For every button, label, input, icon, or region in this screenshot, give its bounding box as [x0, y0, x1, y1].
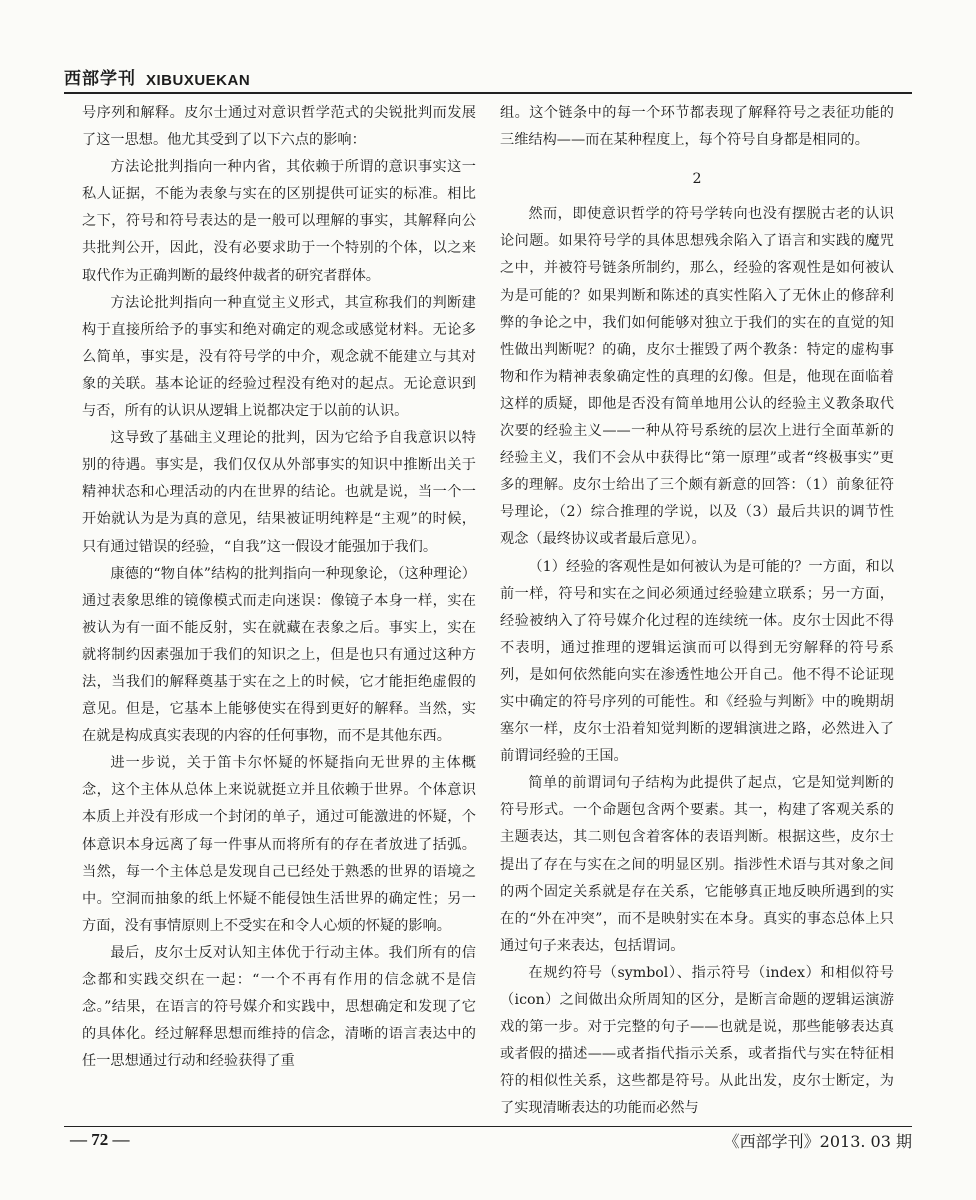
right-column [500, 100, 894, 1120]
paragraph: （1）经验的客观性是如何被认为是可能的？一方面，和以前一样，符号和实在之间必须通过经验建立联系；另一方面，经验被纳入了符号媒介化过程的连续统一体。皮尔士因此不得不表明，通过推理的逻辑运演而可以得到无穷解释的符号系列，是如何依然能向实在渗透性地公开自己。他不得不论证现实中确定的符号序列的可能性。和《经验与判断》中的晚期胡塞尔一样，皮尔士沿着知觉判断的逻辑演进之路，必然进入了前谓词经验的王国。 [500, 558, 894, 765]
page-footer [64, 1126, 912, 1153]
paragraph: 最后，皮尔士反对认知主体优于行动主体。我们所有的信念都和实践交织在一起：“一个不再有作用的信念就不是信念。”结果，在语言的符号媒介和实践中，思想确定和发现了它的具体化。经过解释思想而维持的信念，清晰的语言表达中的任一思想通过行动和经验获得了重 [82, 944, 476, 1070]
paragraph: 然而，即使意识哲学的符号学转向也没有摆脱古老的认识论问题。如果符号学的具体思想残余陷入了语言和实践的魔咒之中，并被符号链条所制约，那么，经验的客观性是如何被认为是可能的？如果判断和陈述的真实性陷入了无休止的修辞利弊的争论之中，我们如何能够对独立于我们的实在的直觉的知性做出判断呢？的确，皮尔士摧毁了两个教条：特定的虚构事物和作为精神表象确定性的真理的幻像。但是，他现在面临着这样的质疑，即他是否没有简单地用公认的经验主义教条取代次要的经验主义——一种从符号系统的层次上进行全面革新的经验主义，我们不会从中获得比“第一原理”或者“终极事实”更多的理解。皮尔士给出了三个颇有新意的回答：（1）前象征符号理论，（2）综合推理的学说，以及（3）最后共识的调节性观念（最终协议或者最后意见）。 [500, 206, 894, 548]
running-header [64, 64, 912, 94]
paragraph: 进一步说，关于笛卡尔怀疑的怀疑指向无世界的主体概念，这个主体从总体上来说就挺立并且依赖于世界。个体意识本质上并没有形成一个封闭的单子，通过可能激进的怀疑，个体意识本身远离了每一件事从而将所有的存在者放进了括弧。当然，每一个主体总是发现自己已经处于熟悉的世界的语境之中。空洞而抽象的纸上怀疑不能侵蚀生活世界的确定性；另一方面，没有事情原则上不受实在和令人心烦的怀疑的影响。 [82, 755, 476, 934]
paragraph: 简单的前谓词句子结构为此提供了起点，它是知觉判断的符号形式。一个命题包含两个要素。其一，构建了客观关系的主题表达，其二则包含着客体的表语判断。根据这些，皮尔士提出了存在与实在之间的明显区别。指涉性术语与其对象之间的两个固定关系就是存在关系，它能够真正地反映所遇到的实在的“外在冲突”，而不是映射实在本身。真实的事态总体上只通过句子来表达，包括谓词。 [500, 775, 894, 954]
paragraph: 方法论批判指向一种内省，其依赖于所谓的意识事实这一私人证据，不能为表象与实在的区别提供可证实的标准。相比之下，符号和符号表达的是一般可以理解的事实，其解释向公共批判公开，因此，没有必要求助于一个特别的个体，以之来取代作为正确判断的最终仲裁者的研究者群体。 [82, 159, 476, 284]
left-column [82, 100, 476, 1120]
paragraph: 号序列和解释。皮尔士通过对意识哲学范式的尖锐批判而发展了这一思想。他尤其受到了以下六点的影响： [82, 105, 476, 149]
section-number: 2 [692, 171, 702, 188]
paragraph: 组。这个链条中的每一个环节都表现了解释符号之表征功能的三维结构——而在某种程度上，每个符号自身都是相同的。 [500, 105, 894, 149]
paragraph: 在规约符号（symbol）、指示符号（index）和相似符号（icon）之间做出众所周知的区分，是断言命题的逻辑运演游戏的第一步。对于完整的句子——也就是说，那些能够表达真或者假的描述——或者指代指示关系，或者指代与实在特征相符的相似性关系，这些都是符号。从此出发，皮尔士断定，为了实现清晰表达的功能而必然与 [500, 964, 894, 1117]
issue-label: 《西部学刊》2013. 03 期 [723, 1131, 912, 1151]
paragraph: 方法论批判指向一种直觉主义形式，其宣称我们的判断建构于直接所给予的事实和绝对确定的观念或感觉材料。无论多么简单，事实是，没有符号学的中介，观念就不能建立与其对象的关联。基本论证的经验过程没有绝对的起点。无论意识到与否，所有的认识从逻辑上说都决定于以前的认识。 [82, 294, 476, 420]
page-number: — 72 — [70, 1130, 130, 1149]
journal-title-cn: 西部学刊 [64, 69, 136, 89]
paragraph: 康德的“物自体”结构的批判指向一种现象论，（这种理论）通过表象思维的镜像模式而走向迷误：像镜子本身一样，实在被认为有一面不能反射，实在就藏在表象之后。事实上，实在就将制约因素强加于我们的知识之上，但是也只有通过这种方法，当我们的解释奠基于实在之上的时候，它才能拒绝虚假的意见。但是，它基本上能够使实在得到更好的解释。当然，实在就是构成真实表现的内容的任何事物，而不是其他东西。 [82, 565, 476, 745]
journal-title-en: XIBUXUEKAN [146, 72, 251, 89]
article-body [82, 100, 894, 1120]
paragraph: 这导致了基础主义理论的批判，因为它给予自我意识以特别的待遇。事实是，我们仅仅从外部事实的知识中推断出关于精神状态和心理活动的内在世界的结论。也就是说，当一个一开始就认为是为真的意见，结果被证明纯粹是“主观”的时候，只有通过错误的经验，“自我”这一假设才能强加于我们。 [82, 430, 476, 555]
